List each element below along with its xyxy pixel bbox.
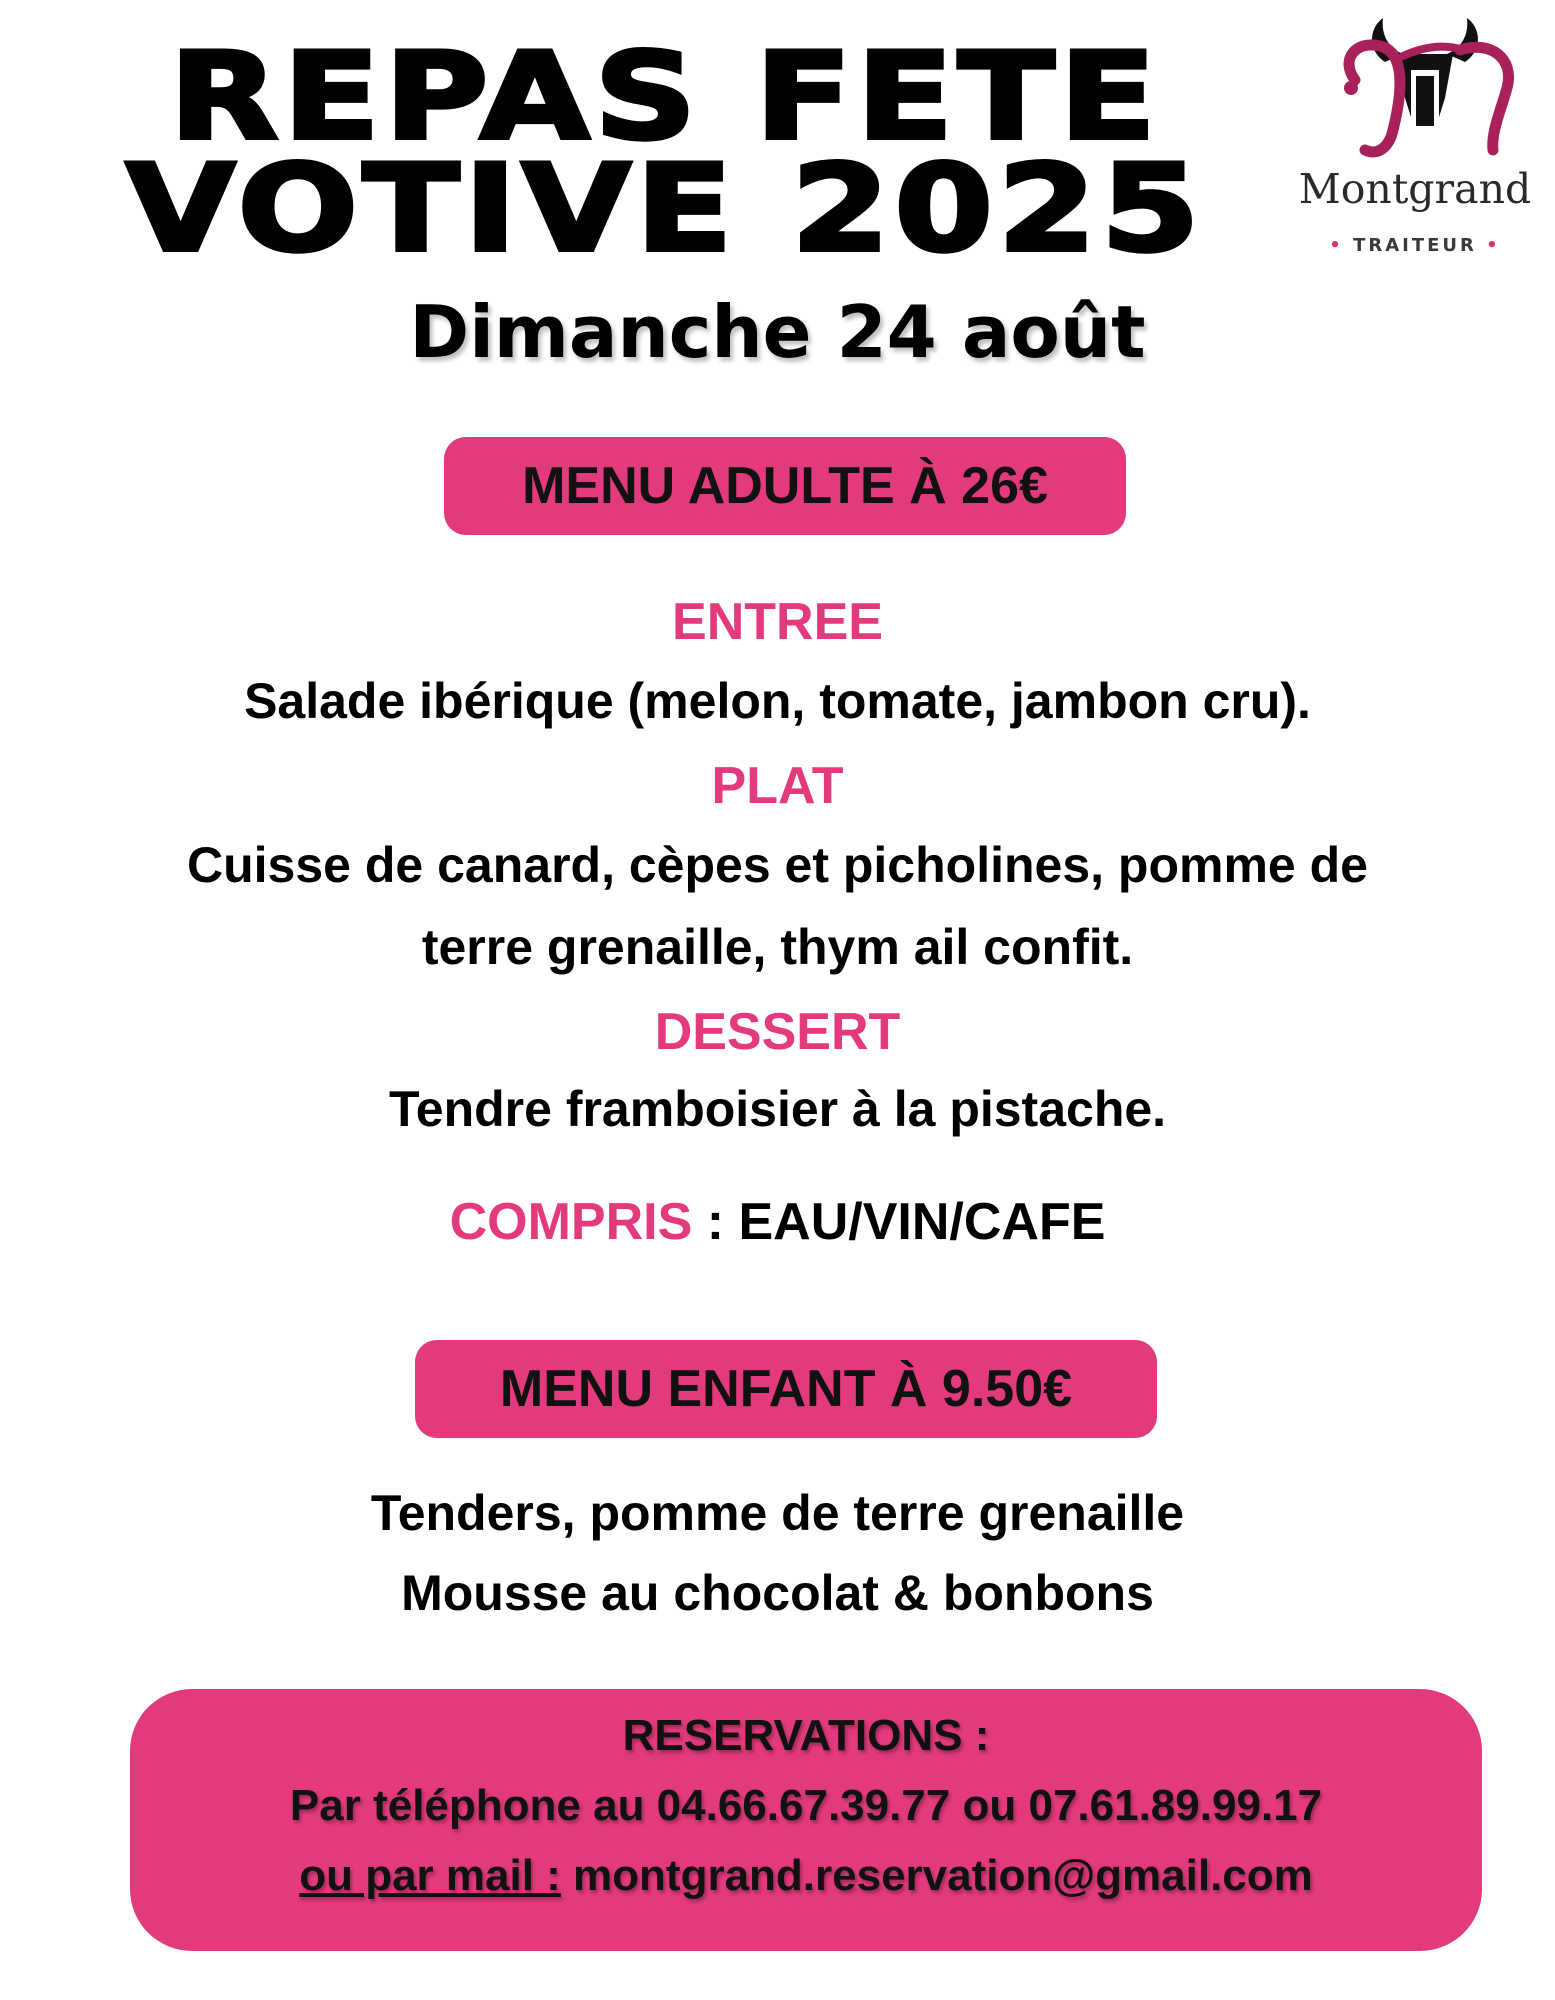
- title-line-1: REPAS FETE: [169, 28, 1161, 167]
- reservations-box: [130, 1689, 1482, 1951]
- logo-subtitle: [1285, 235, 1545, 256]
- logo-dot-left: •: [1329, 235, 1354, 256]
- child-menu-line-2: Mousse au chocolat & bonbons: [401, 1565, 1154, 1621]
- entree-heading: ENTREE: [672, 593, 883, 651]
- reservations-email-link[interactable]: montgrand.reservation@gmail.com: [560, 1851, 1313, 1900]
- plat-text-line-1: Cuisse de canard, cèpes et picholines, pomme de: [187, 837, 1368, 893]
- bull-monogram-icon: [1285, 10, 1545, 170]
- event-date: Dimanche 24 août: [409, 290, 1146, 374]
- entree-text: Salade ibérique (melon, tomate, jambon cru).: [244, 673, 1311, 729]
- reservations-mail-label: ou par mail :: [299, 1851, 561, 1900]
- logo-dot-right: •: [1476, 235, 1501, 256]
- plat-text-line-2: terre grenaille, thym ail confit.: [421, 919, 1134, 975]
- adult-menu-badge: MENU ADULTE À 26€: [444, 437, 1126, 535]
- reservations-mail: [130, 1851, 1482, 1901]
- logo-subtitle-text: TRAITEUR: [1353, 235, 1477, 256]
- included-label: COMPRIS: [449, 1193, 693, 1251]
- child-menu-line-1: Tenders, pomme de terre grenaille: [370, 1485, 1185, 1541]
- plat-heading: PLAT: [711, 757, 844, 815]
- reservations-phone: Par téléphone au 04.66.67.39.77 ou 07.61.89.99.17: [289, 1781, 1323, 1830]
- title-line-2: VOTIVE 2025: [125, 140, 1205, 279]
- included-value: : EAU/VIN/CAFE: [692, 1193, 1106, 1251]
- child-menu-badge: MENU ENFANT À 9.50€: [415, 1340, 1157, 1438]
- logo-name: Montgrand: [1298, 165, 1532, 213]
- reservations-title: RESERVATIONS :: [622, 1711, 990, 1760]
- montgrand-logo: [1285, 10, 1545, 260]
- included-items: [0, 1192, 1555, 1252]
- dessert-text: Tendre framboisier à la pistache.: [388, 1081, 1167, 1137]
- dessert-heading: DESSERT: [654, 1003, 901, 1061]
